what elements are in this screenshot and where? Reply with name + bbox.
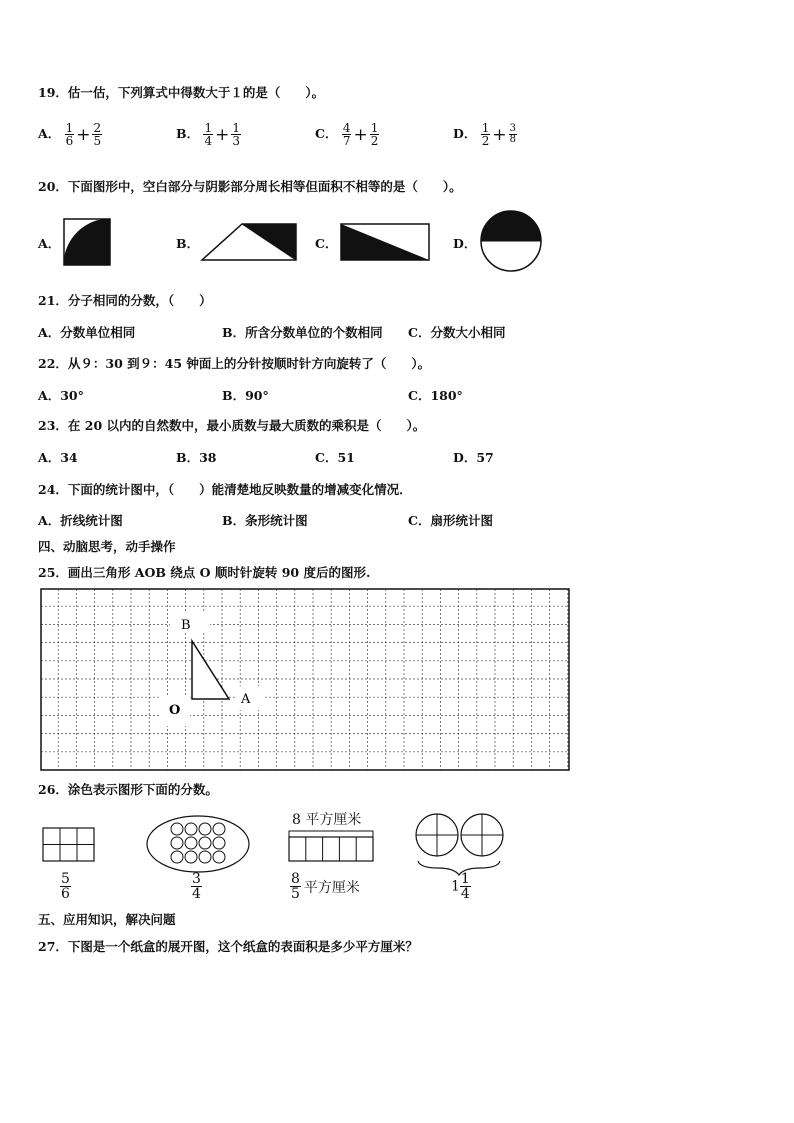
q23-option-c: C．51 xyxy=(315,450,355,465)
q25-grid xyxy=(40,588,571,772)
q24-option-a: A．折线统计图 xyxy=(38,513,123,528)
q20-label-d: D． xyxy=(453,236,477,251)
q25-text: 25．画出三角形 AOB 绕点 O 顺时针旋转 90 度后的图形. xyxy=(38,565,371,580)
point-o-label: O xyxy=(169,703,181,718)
q19-option-d: D． $\frac{1}{2}$ + $\frac{3}{8}$ xyxy=(453,121,516,148)
q26-fraction-5-6: $\frac{5}{6}$ xyxy=(61,871,70,902)
q26-figure-ellipse xyxy=(145,814,251,874)
section-5-heading: 五、应用知识，解决问题 xyxy=(38,912,176,927)
q24-text: 24．下面的统计图中，（ ）能清楚地反映数量的增减变化情况． xyxy=(38,482,412,497)
q20-figure-b xyxy=(200,222,300,264)
point-b-label: B xyxy=(181,618,191,633)
q26-area-label: 8 平方厘米 xyxy=(292,812,362,828)
q20-figure-c xyxy=(339,222,433,264)
q23-option-d: D．57 xyxy=(453,450,494,465)
q22-text: 22．从９：30 到９：45 钟面上的分针按顺时针方向旋转了（ ）。 xyxy=(38,356,431,371)
q21-text: 21．分子相同的分数，（ ） xyxy=(38,293,212,308)
q26-figure-strip xyxy=(287,827,377,865)
q27-text: 27．下图是一个纸盒的展开图，这个纸盒的表面积是多少平方厘米？ xyxy=(38,939,418,954)
q26-mixed-number: 1 $\frac{1}{4}$ xyxy=(451,871,470,902)
section-4-heading: 四、动脑思考，动手操作 xyxy=(38,539,176,554)
q20-text: 20．下面图形中，空白部分与阴影部分周长相等但面积不相等的是（ ）。 xyxy=(38,179,462,194)
q19-option-c: C． $\frac{4}{7}$ + $\frac{1}{2}$ xyxy=(315,121,379,148)
q22-option-c: C．180° xyxy=(408,388,463,403)
q24-option-b: B．条形统计图 xyxy=(222,513,308,528)
q23-text: 23．在 20 以内的自然数中，最小质数与最大质数的乘积是（ ）。 xyxy=(38,418,426,433)
q20-label-b: B． xyxy=(176,236,200,251)
q23-option-b: B．38 xyxy=(176,450,217,465)
q22-option-a: A．30° xyxy=(38,388,84,403)
q20-label-c: C． xyxy=(315,236,338,251)
q26-figure-rectangle xyxy=(42,827,96,863)
q21-option-a: A．分数单位相同 xyxy=(38,325,136,340)
q26-text: 26．涂色表示图形下面的分数。 xyxy=(38,782,218,797)
q21-option-b: B．所含分数单位的个数相同 xyxy=(222,325,383,340)
q24-option-c: C．扇形统计图 xyxy=(408,513,493,528)
q26-fraction-3-4: $\frac{3}{4}$ xyxy=(192,871,201,902)
q21-option-c: C．分数大小相同 xyxy=(408,325,506,340)
q22-option-b: B．90° xyxy=(222,388,269,403)
q19-text: 19．估一估，下列算式中得数大于１的是（ ）。 xyxy=(38,85,325,100)
q19-option-b: B． $\frac{1}{4}$ + $\frac{1}{3}$ xyxy=(176,121,240,148)
q20-figure-d xyxy=(476,210,546,274)
q23-option-a: A．34 xyxy=(38,450,78,465)
q19-option-a: A． $\frac{1}{6}$ + $\frac{2}{5}$ xyxy=(38,121,102,148)
q20-label-a: A． xyxy=(38,236,61,251)
q20-figure-a xyxy=(62,217,112,267)
point-a-label: A xyxy=(241,692,251,707)
triangle-aob xyxy=(192,641,229,699)
q26-fraction-8-5: $\frac{8}{5}$ 平方厘米 xyxy=(291,871,360,902)
q26-figure-circles xyxy=(414,811,508,879)
